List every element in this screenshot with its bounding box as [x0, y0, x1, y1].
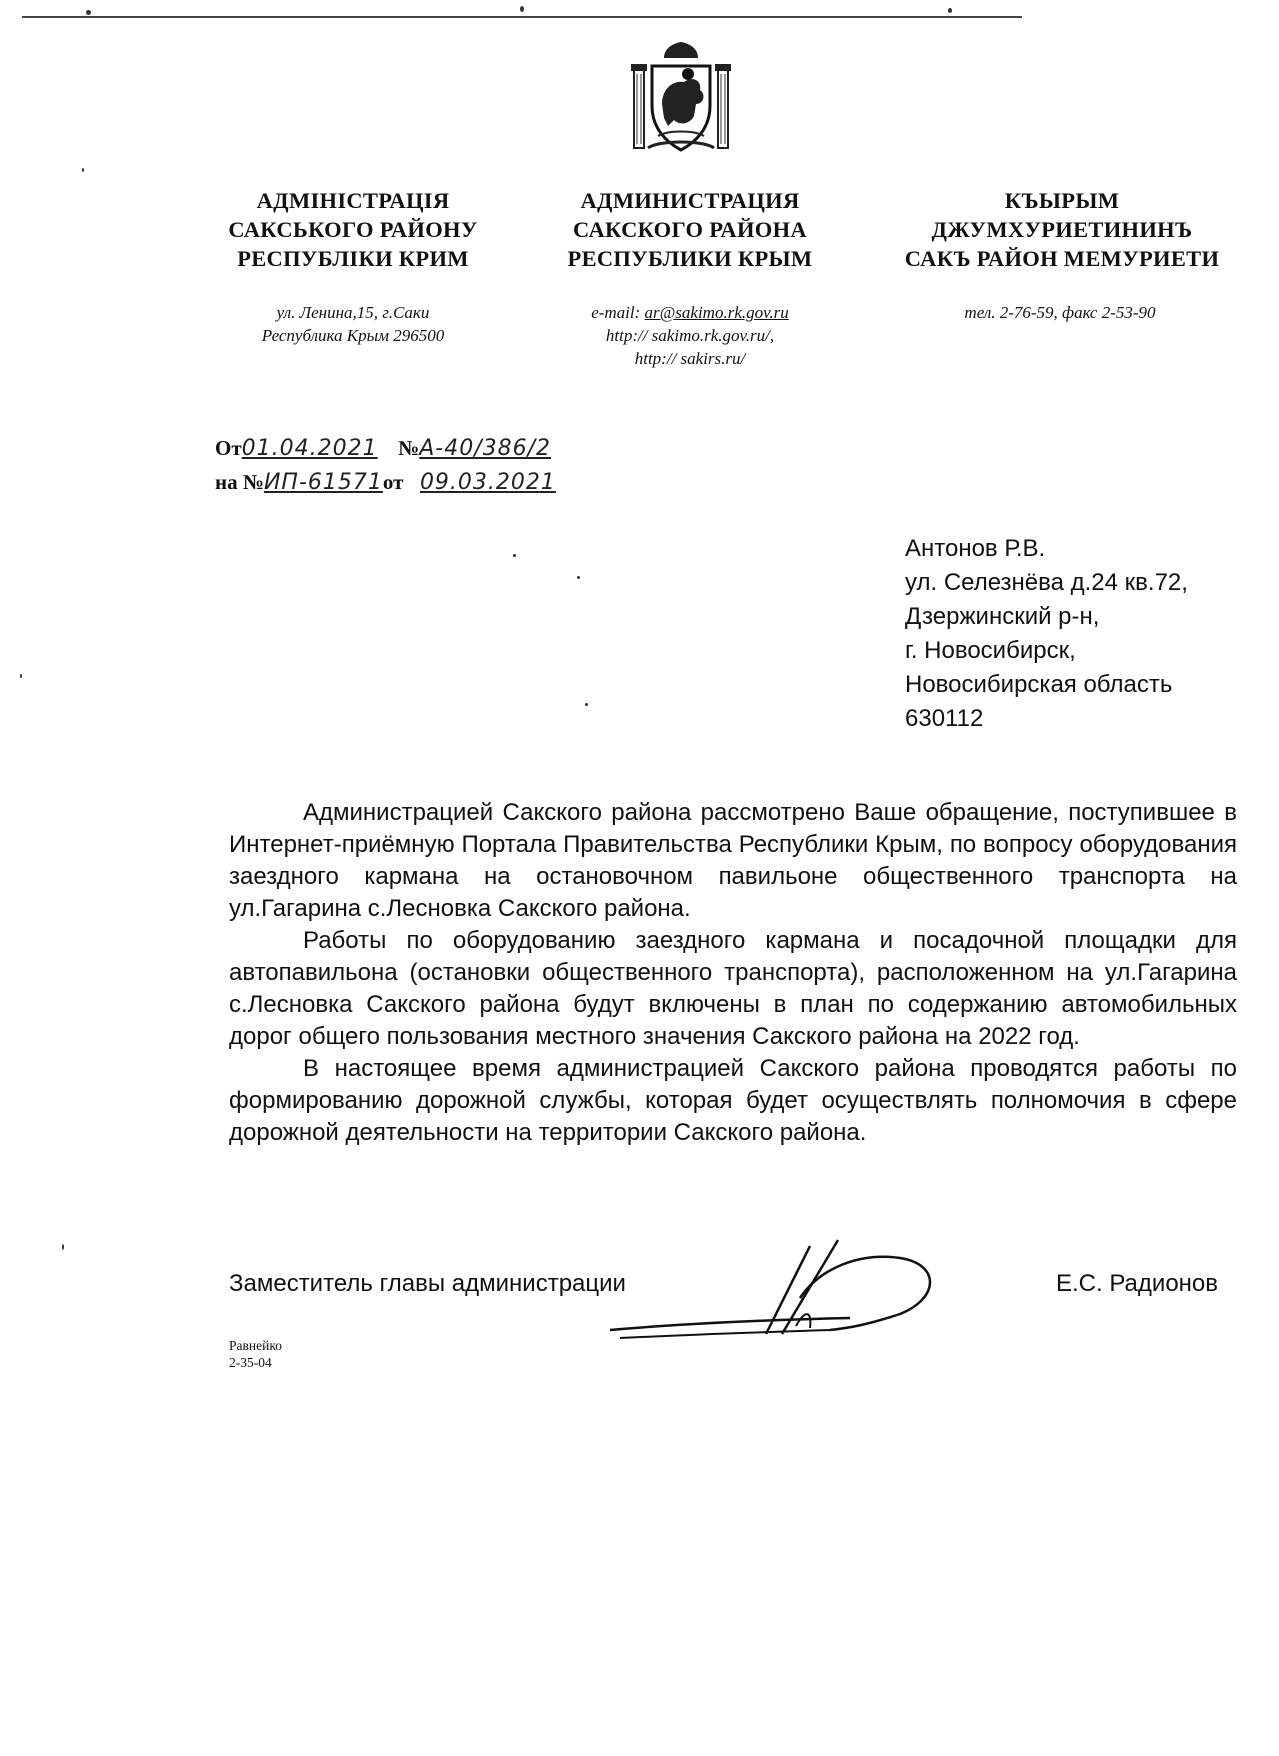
phone-fax: тел. 2-76-59, факс 2-53-90 — [964, 303, 1156, 322]
incoming-reference — [215, 470, 556, 495]
scan-speck — [513, 554, 516, 557]
scan-speck — [577, 576, 580, 579]
recipient-line: 630112 — [905, 705, 984, 732]
recipient-line: Дзержинский р-н, — [905, 603, 1100, 630]
scan-speck — [86, 10, 91, 15]
executor-phone: 2-35-04 — [229, 1355, 272, 1370]
recipient-address — [905, 532, 1188, 736]
crimea-coat-of-arms-emblem — [628, 40, 734, 156]
outgoing-registration — [215, 436, 551, 461]
recipient-line: Новосибирская область — [905, 671, 1173, 698]
executor-info — [229, 1337, 282, 1371]
handwritten-signature — [600, 1238, 970, 1353]
header-russian — [525, 186, 855, 273]
scan-speck — [948, 8, 952, 13]
incoming-date: 09.03.2021 — [419, 470, 556, 495]
scan-speck — [62, 1244, 64, 1250]
address-line: ул. Ленина,15, г.Саки — [276, 303, 430, 322]
executor-name: Равнейко — [229, 1338, 282, 1353]
header-line: АДМИНИСТРАЦИЯ — [580, 188, 800, 213]
reply-label: на № — [215, 470, 264, 494]
header-line: КЪЫРЫМ — [1004, 188, 1120, 213]
scan-artifact-line — [22, 16, 1022, 18]
website-link[interactable]: http:// sakirs.ru/ — [634, 349, 746, 368]
signatory-name: Е.С. Радионов — [1056, 1270, 1219, 1297]
header-ukrainian — [188, 186, 518, 273]
incoming-date-label: от — [382, 470, 404, 494]
body-paragraph: Администрацией Сакского района рассмотрено Ваше обращение, поступившее в Интернет-приёмную Портала Правительства Республики Крым, по вопросу оборудования заездного кармана на остановочном павильоне общественного транспорта на ул.Гагарина с.Лесновка Сакского района. — [229, 799, 1237, 922]
body-paragraph: В настоящее время администрацией Сакского района проводятся работы по формированию дорожной службы, которая будет осуществлять полномочия в сфере дорожной деятельности на территории Сакского района. — [229, 1055, 1237, 1146]
website-link[interactable]: http:// sakimo.rk.gov.ru/, — [605, 326, 775, 345]
header-line: САКСКОГО РАЙОНА — [573, 217, 807, 242]
letter-body — [229, 797, 1237, 1149]
recipient-line: Антонов Р.В. — [905, 535, 1046, 562]
number-label: № — [398, 436, 420, 460]
recipient-line: г. Новосибирск, — [905, 637, 1076, 664]
email-label: e-mail: — [591, 303, 645, 322]
header-line: САКСЬКОГО РАЙОНУ — [228, 217, 478, 242]
email-line — [525, 301, 855, 324]
header-line: АДМІНІСТРАЦІЯ — [256, 188, 450, 213]
header-line: ДЖУМХУРИЕТИНИНЪ — [931, 217, 1193, 242]
body-paragraph: Работы по оборудованию заездного кармана и посадочной площадки для автопавильона (остановки общественного транспорта), расположенном на ул.Гагарина с.Лесновка Сакского района будут включены в план по содержанию автомобильных дорог общего пользования местного значения Сакского района на 2022 год. — [229, 927, 1237, 1050]
recipient-line: ул. Селезнёва д.24 кв.72, — [905, 569, 1188, 596]
signatory-title: Заместитель главы администрации — [229, 1270, 626, 1297]
scan-speck — [20, 674, 22, 678]
outgoing-number: А-40/386/2 — [419, 436, 552, 461]
scan-speck — [82, 168, 84, 172]
outgoing-date: 01.04.2021 — [241, 436, 378, 461]
header-crimean-tatar — [862, 186, 1262, 273]
header-line: РЕСПУБЛІКИ КРИМ — [237, 246, 469, 271]
header-line: РЕСПУБЛИКИ КРЫМ — [567, 246, 813, 271]
incoming-number: ИП-61571 — [263, 470, 383, 495]
scan-speck — [520, 6, 524, 12]
address-line: Республика Крым 296500 — [261, 326, 445, 345]
email-link[interactable]: ar@sakimo.rk.gov.ru — [644, 303, 789, 322]
online-contacts — [525, 301, 855, 370]
postal-address — [188, 301, 518, 347]
from-label: От — [215, 436, 242, 460]
scan-speck — [585, 703, 588, 706]
header-line: САКЪ РАЙОН МЕМУРИЕТИ — [904, 246, 1220, 271]
